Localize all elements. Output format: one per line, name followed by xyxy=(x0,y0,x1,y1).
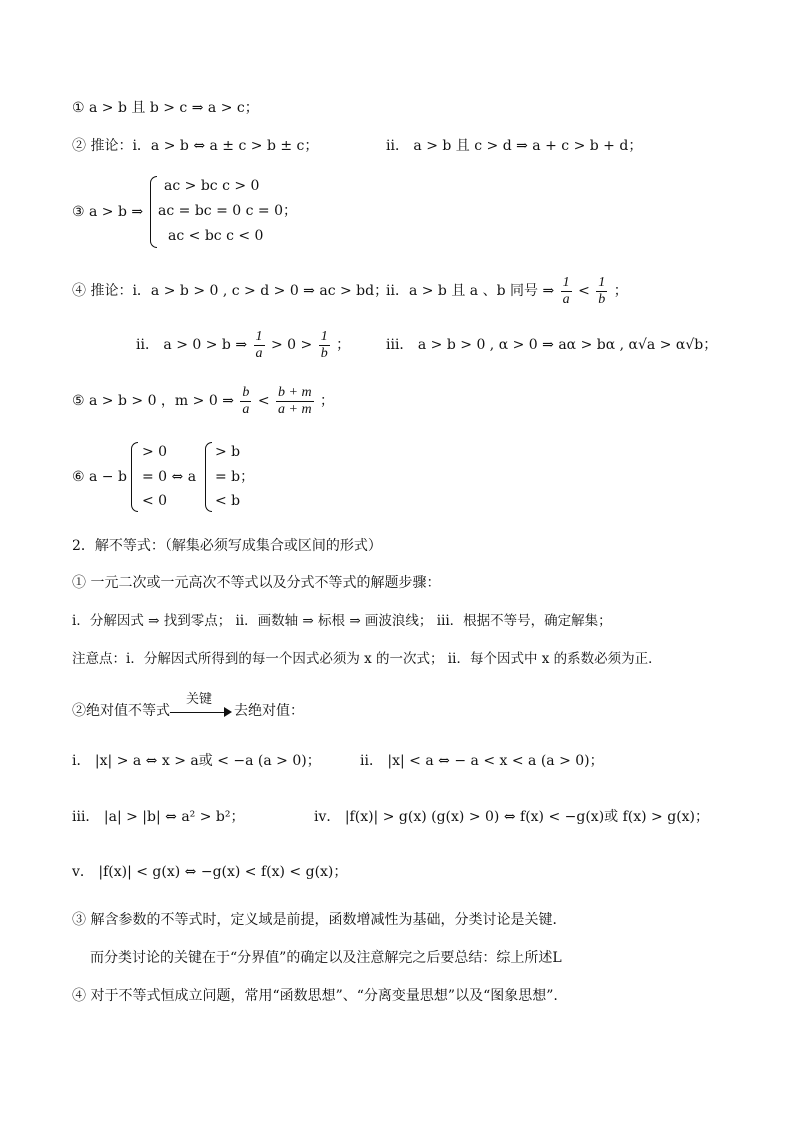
item-3-brace xyxy=(150,176,157,248)
item-6-brace-right xyxy=(205,442,212,512)
item-4-c-mid: > 0 > xyxy=(270,337,313,353)
section-2-note: 注意点：ⅰ．分解因式所得到的每一个因式必须为 x 的一次式； ⅱ．每个因式中 x 的系数必须为正． xyxy=(72,651,662,667)
item-6-left-3: < 0 xyxy=(142,493,168,509)
section-2-item-4: ④ 对于不等式恒成立问题，常用“函数思想”、“分离变量思想”以及“图象思想”. xyxy=(72,988,558,1004)
item-2-a: ② 推论：ⅰ．a > b ⇔ a ± c > b ± c； xyxy=(72,138,319,154)
item-1: ① a > b 且 b > c ⇒ a > c； xyxy=(72,100,259,116)
item-5-mid: < xyxy=(257,393,270,409)
frac-numerator: 1 xyxy=(598,274,606,290)
item-6-brace-left xyxy=(131,442,138,512)
item-4-b-frac-1 xyxy=(561,275,572,308)
frac-numerator: b xyxy=(242,384,250,400)
item-3-lead: ③ a > b ⇒ xyxy=(72,204,144,220)
section-2-item-3-cont: 而分类讨论的关键在于“分界值”的确定以及注意解完之后要总结：综上所述L xyxy=(90,950,562,966)
frac-numerator: 1 xyxy=(255,328,263,344)
item-5-frac-2 xyxy=(276,385,314,418)
item-4-c-frac-1 xyxy=(254,329,265,362)
frac-numerator: b + m xyxy=(278,384,312,400)
item-5-prefix: ⑤ a > b > 0 ，m > 0 ⇒ xyxy=(72,393,234,409)
frac-denominator: a xyxy=(562,291,570,307)
section-2-title: 2．解不等式：（解集必须写成集合或区间的形式） xyxy=(72,538,382,554)
item-4-c xyxy=(136,326,350,364)
item-5-frac-1 xyxy=(240,385,251,418)
item-2-b: ⅱ． a > b 且 c > d ⇒ a + c > b + d； xyxy=(386,138,643,154)
item-6-left-2: = 0 ⇔ a xyxy=(142,469,197,485)
abs-rule-3: ⅲ． |a| > |b| ⇔ a² > b²； xyxy=(72,809,245,825)
abs-heading-suffix: 去绝对值： xyxy=(234,703,304,719)
item-4-a: ④ 推论：ⅰ．a > b > 0 , c > d > 0 ⇒ ac > bd； xyxy=(72,283,389,299)
abs-rule-4: ⅳ． |f(x)| > g(x) (g(x) > 0) ⇔ f(x) < −g(x)或 f(x) > g(x)； xyxy=(314,809,710,825)
item-6-right-2: = b； xyxy=(215,469,255,485)
frac-denominator: b xyxy=(598,291,606,307)
section-2-item-1: ① 一元二次或一元高次不等式以及分式不等式的解题步骤： xyxy=(72,575,441,591)
item-6-lead: ⑥ a − b xyxy=(72,469,127,485)
frac-numerator: 1 xyxy=(320,328,328,344)
item-5 xyxy=(72,382,334,420)
frac-denominator: b xyxy=(320,345,328,361)
item-6-right-1: > b xyxy=(215,444,241,460)
item-3-case-3: ac < bc c < 0 xyxy=(168,228,264,244)
section-2-steps: ⅰ．分解因式 ⇒ 找到零点； ⅱ．画数轴 ⇒ 标根 ⇒ 画波浪线； ⅲ．根据不等号，确定解集； xyxy=(72,613,612,629)
item-4-b-end: ； xyxy=(613,283,628,299)
frac-denominator: a xyxy=(242,401,250,417)
item-4-b xyxy=(386,272,628,310)
arrow-line xyxy=(170,712,226,713)
frac-numerator: 1 xyxy=(562,274,570,290)
arrow-key-label: 关键 xyxy=(186,692,213,707)
abs-rule-2: ⅱ． |x| < a ⇔ − a < x < a (a > 0)； xyxy=(360,753,604,769)
item-4-b-mid: < xyxy=(578,283,590,299)
item-4-d: ⅲ． a > b > 0 , α > 0 ⇒ aα > bα , α√a > α√b； xyxy=(386,337,718,353)
frac-denominator: a xyxy=(255,345,263,361)
item-4-c-prefix: ⅱ． a > 0 > b ⇒ xyxy=(136,337,248,353)
arrow-key xyxy=(170,692,234,720)
item-4-c-end: ； xyxy=(336,337,351,353)
section-2-item-3: ③ 解含参数的不等式时，定义域是前提，函数增减性为基础，分类讨论是关键． xyxy=(72,912,567,928)
abs-rule-5: ⅴ． |f(x)| < g(x) ⇔ −g(x) < f(x) < g(x)； xyxy=(72,864,348,880)
abs-heading-prefix: ②绝对值不等式 xyxy=(72,703,170,719)
item-4-b-frac-2 xyxy=(596,275,607,308)
item-6-right-3: < b xyxy=(215,493,241,509)
section-2-abs-heading xyxy=(72,692,304,721)
item-3-case-2: ac = bc = 0 c = 0； xyxy=(158,203,297,219)
item-6-left-1: > 0 xyxy=(142,444,168,460)
frac-denominator: a + m xyxy=(278,401,312,417)
item-4-c-frac-2 xyxy=(319,329,330,362)
item-3-case-1: ac > bc c > 0 xyxy=(164,178,260,194)
item-4-b-prefix: ⅱ．a > b 且 a 、b 同号 ⇒ xyxy=(386,283,555,299)
abs-rule-1: ⅰ． |x| > a ⇔ x > a或 < −a (a > 0)； xyxy=(72,753,321,769)
arrow-head-icon xyxy=(224,707,232,717)
item-5-end: ； xyxy=(320,393,335,409)
